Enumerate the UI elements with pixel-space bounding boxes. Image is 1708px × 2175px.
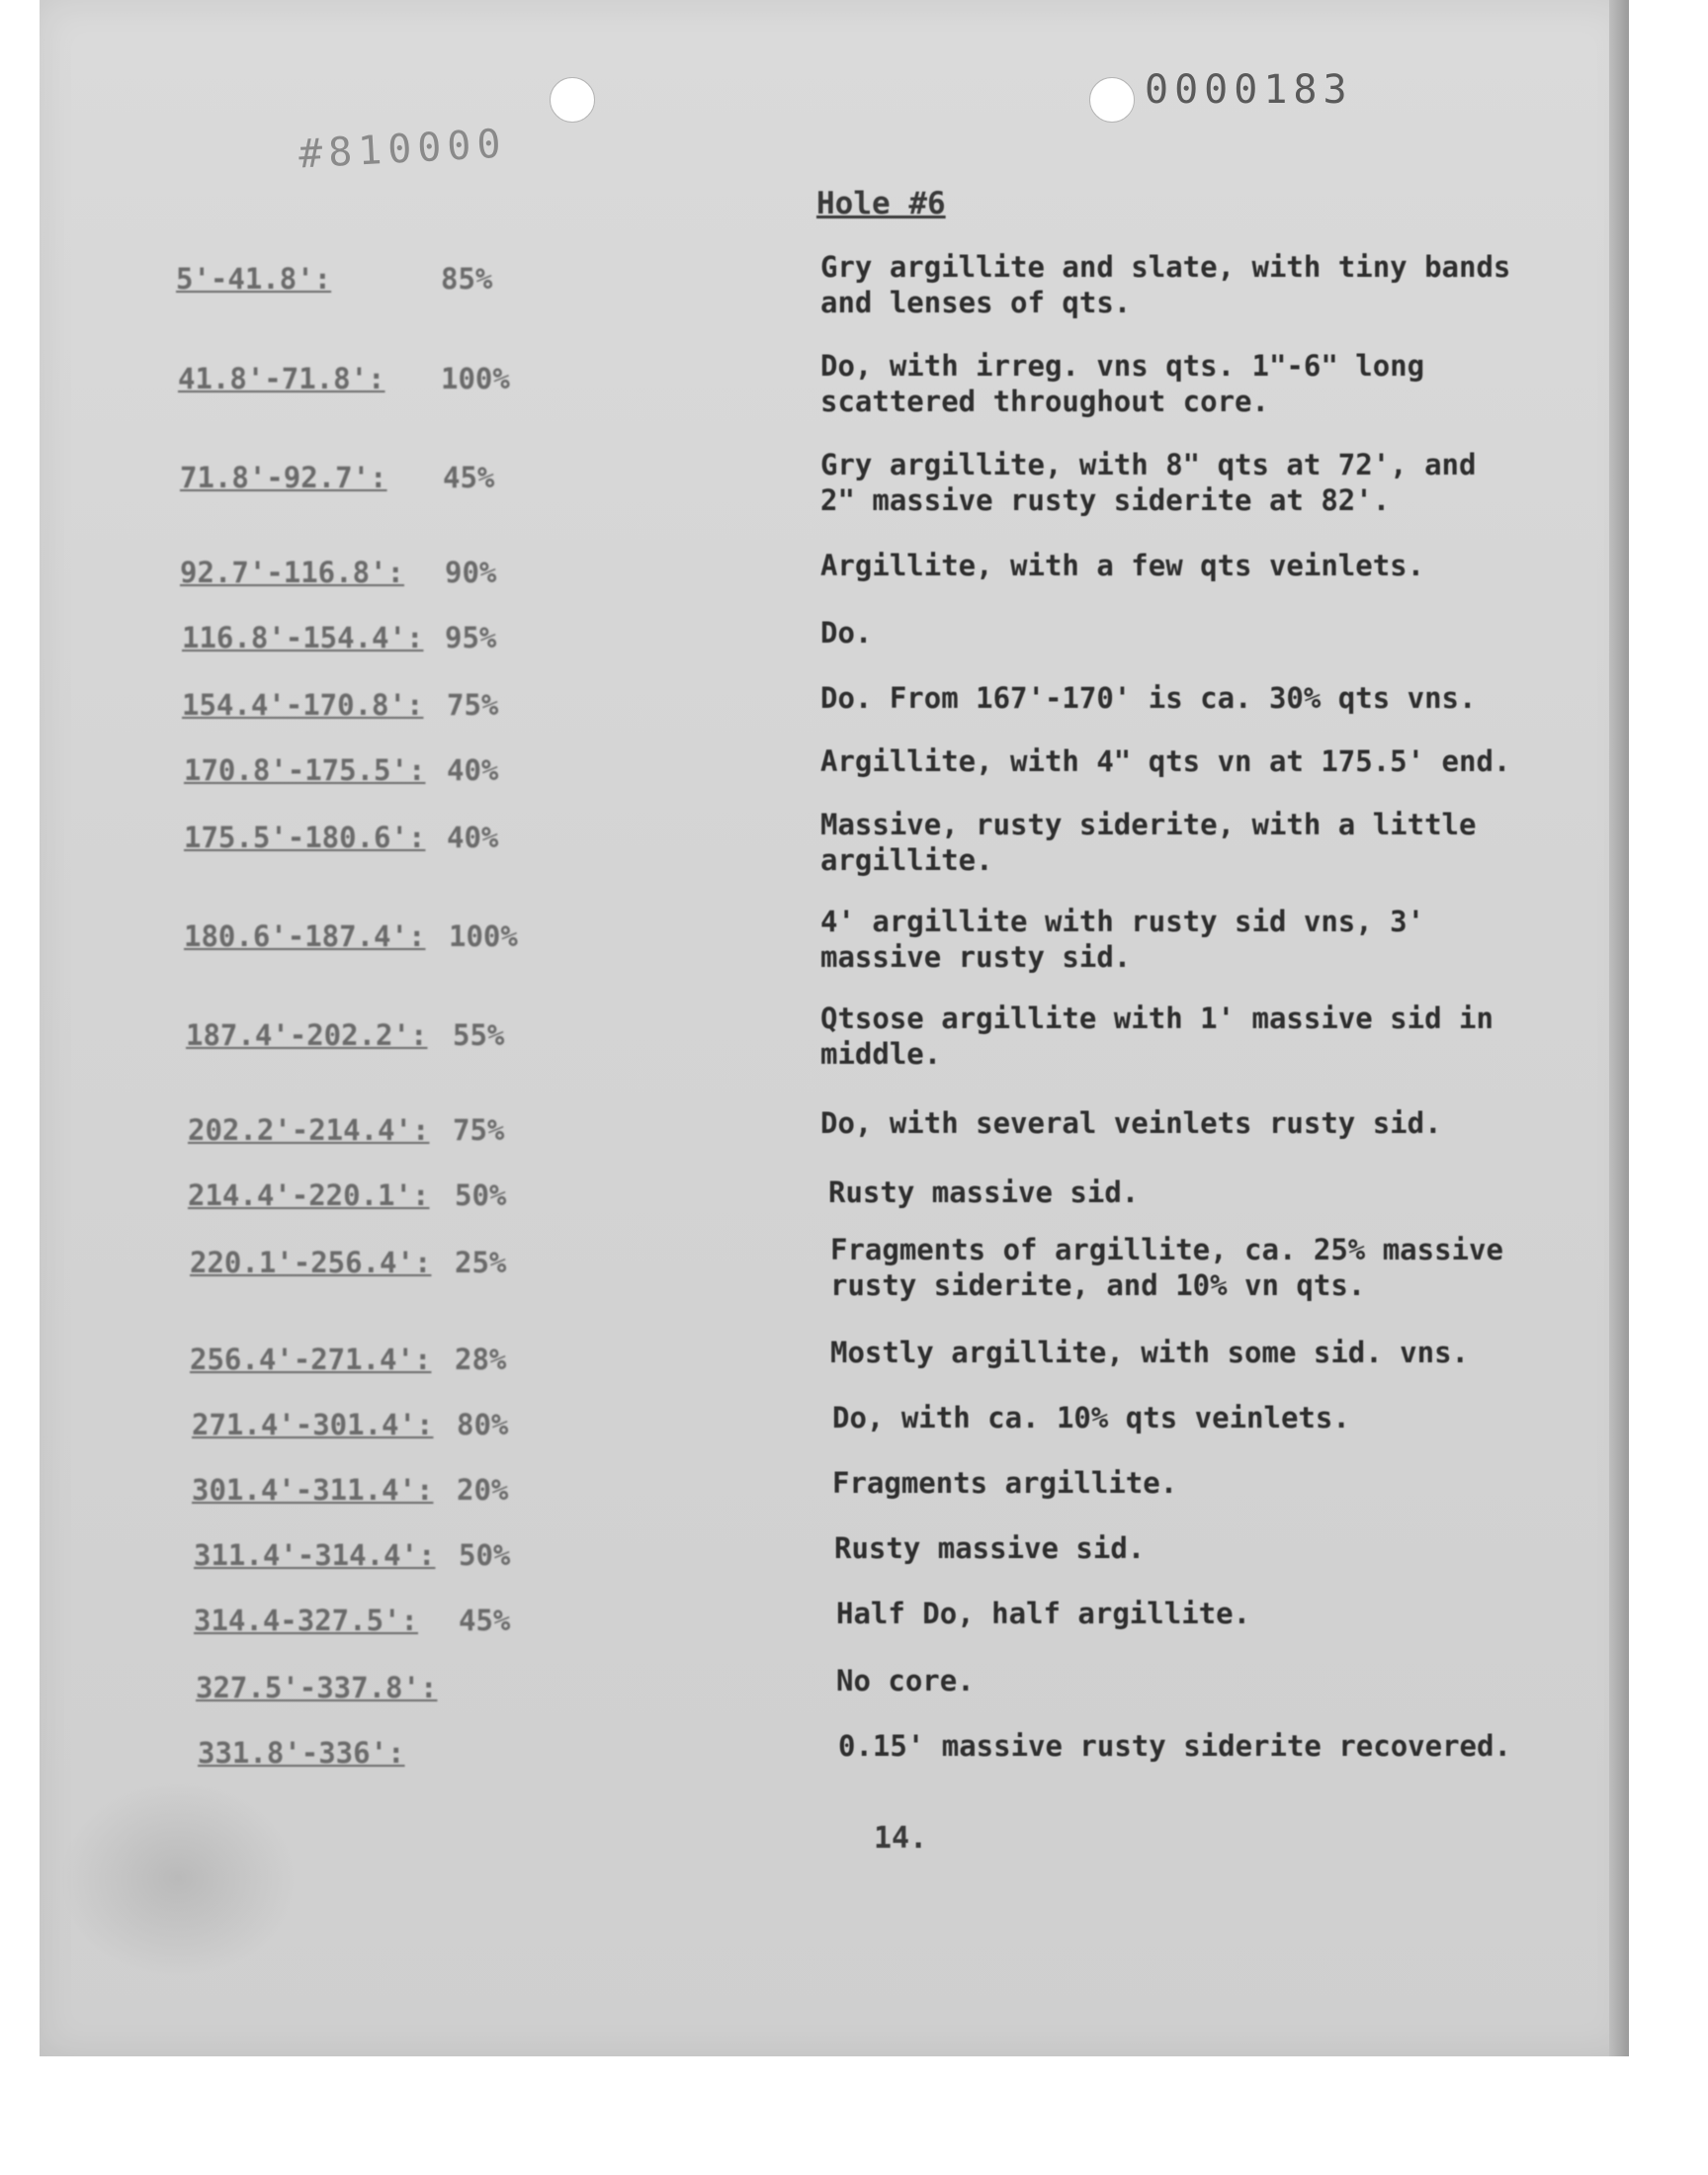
punch-hole-left (550, 77, 595, 123)
description: Gry argillite and slate, with tiny bands and lenses of qts. (820, 250, 1511, 319)
recovery-percent: 95% (445, 621, 497, 654)
recovery-percent: 75% (453, 1113, 505, 1147)
depth-interval: 180.6'-187.4': (184, 919, 426, 953)
description: Rusty massive sid. (828, 1175, 1140, 1209)
recovery-percent: 25% (455, 1246, 507, 1279)
punch-hole-right (1089, 77, 1135, 123)
recovery-percent: 90% (445, 556, 497, 589)
description: Do, with ca. 10% qts veinlets. (832, 1401, 1350, 1435)
recovery-percent: 20% (457, 1473, 509, 1507)
description: Rusty massive sid. (834, 1531, 1146, 1565)
page-title: Hole #6 (816, 186, 946, 221)
recovery-percent: 50% (455, 1178, 507, 1212)
depth-interval: 314.4-327.5': (194, 1604, 418, 1637)
recovery-percent: 45% (443, 461, 495, 494)
recovery-percent: 80% (457, 1408, 509, 1441)
depth-interval: 5'-41.8': (176, 262, 332, 296)
recovery-percent: 100% (449, 919, 518, 953)
depth-interval: 311.4'-314.4': (194, 1538, 436, 1572)
depth-interval: 187.4'-202.2': (186, 1018, 428, 1052)
recovery-percent: 55% (453, 1018, 505, 1052)
recovery-percent: 85% (441, 262, 493, 296)
depth-interval: 301.4'-311.4': (192, 1473, 434, 1507)
description: Argillite, with 4" qts vn at 175.5' end. (820, 744, 1511, 778)
description: Do. (820, 616, 873, 650)
description: Fragments argillite. (832, 1466, 1178, 1500)
recovery-percent: 100% (441, 362, 510, 395)
description: Do. From 167'-170' is ca. 30% qts vns. (820, 681, 1477, 715)
description: Half Do, half argillite. (836, 1597, 1251, 1630)
depth-interval: 92.7'-116.8': (180, 556, 404, 589)
recovery-percent: 40% (447, 821, 499, 854)
description: 0.15' massive rusty siderite recovered. (838, 1729, 1511, 1763)
depth-interval: 170.8'-175.5': (184, 753, 426, 787)
depth-interval: 154.4'-170.8': (182, 688, 424, 722)
description: Do, with irreg. vns qts. 1"-6" long scattered throughout core. (820, 349, 1425, 418)
depth-interval: 116.8'-154.4': (182, 621, 424, 654)
recovery-percent: 45% (459, 1604, 511, 1637)
paper-edge (1609, 0, 1629, 2056)
depth-interval: 331.8'-336': (198, 1736, 405, 1770)
depth-interval: 41.8'-71.8': (178, 362, 385, 395)
recovery-percent: 28% (455, 1343, 507, 1376)
smudge-mark (59, 1780, 297, 1977)
description: Do, with several veinlets rusty sid. (820, 1106, 1442, 1140)
description: Argillite, with a few qts veinlets. (820, 549, 1425, 582)
recovery-percent: 40% (447, 753, 499, 787)
depth-interval: 256.4'-271.4': (190, 1343, 432, 1376)
depth-interval: 71.8'-92.7': (180, 461, 387, 494)
page-number: 14. (874, 1821, 928, 1856)
description: 4' argillite with rusty sid vns, 3' massive rusty sid. (820, 905, 1425, 974)
recovery-percent: 50% (459, 1538, 511, 1572)
description: Massive, rusty siderite, with a little argillite. (820, 808, 1477, 877)
depth-interval: 175.5'-180.6': (184, 821, 426, 854)
depth-interval: 271.4'-301.4': (192, 1408, 434, 1441)
depth-interval: 202.2'-214.4': (188, 1113, 430, 1147)
description: Fragments of argillite, ca. 25% massive rusty siderite, and 10% vn qts. (830, 1233, 1503, 1302)
file-number: #810000 (297, 121, 508, 178)
description: No core. (836, 1664, 975, 1697)
document-number: 0000183 (1145, 67, 1353, 113)
depth-interval: 214.4'-220.1': (188, 1178, 430, 1212)
description: Qtsose argillite with 1' massive sid in middle. (820, 1001, 1494, 1071)
depth-interval: 220.1'-256.4': (190, 1246, 432, 1279)
description: Mostly argillite, with some sid. vns. (830, 1336, 1470, 1369)
recovery-percent: 75% (447, 688, 499, 722)
depth-interval: 327.5'-337.8': (196, 1671, 438, 1704)
description: Gry argillite, with 8" qts at 72', and 2" massive rusty siderite at 82'. (820, 448, 1477, 517)
